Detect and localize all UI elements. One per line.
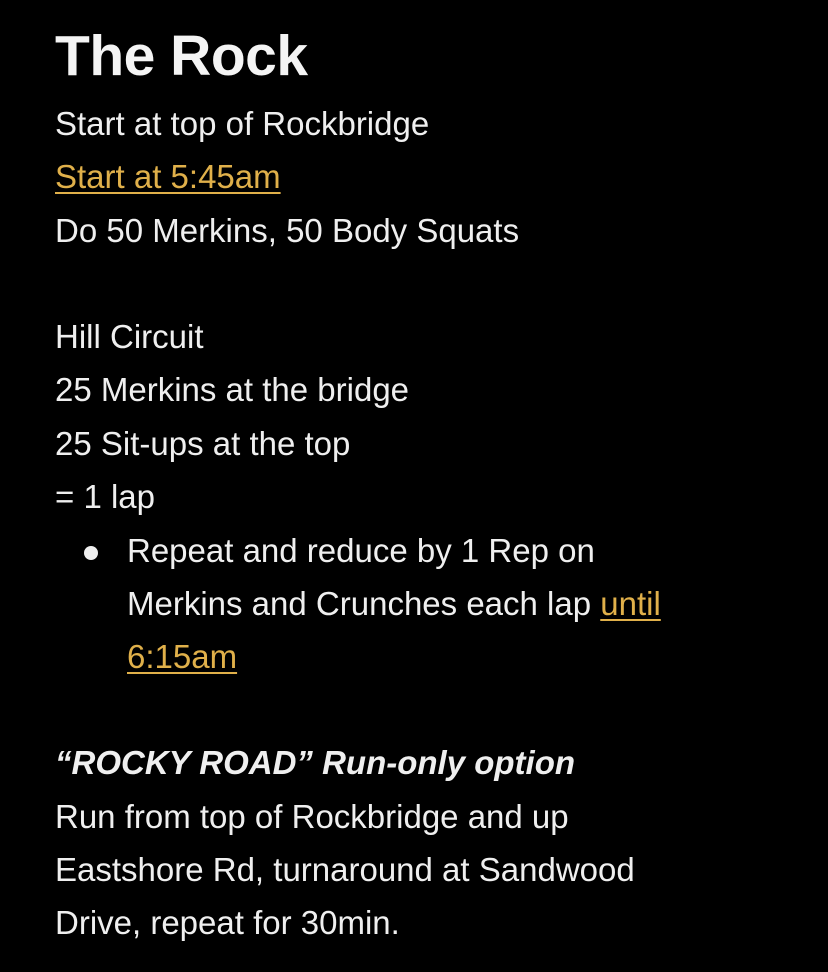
bullet-line-1: Repeat and reduce by 1 Rep on: [127, 532, 595, 569]
run-option-line-2: Eastshore Rd, turnaround at Sandwood: [55, 851, 635, 888]
circuit-lap: = 1 lap: [55, 478, 155, 515]
end-time-link-part-1[interactable]: until: [600, 585, 661, 622]
circuit-heading: Hill Circuit: [55, 318, 204, 355]
note-title: The Rock: [55, 24, 308, 88]
run-option-heading: “ROCKY ROAD” Run-only option: [55, 744, 576, 781]
run-option-line-3: Drive, repeat for 30min.: [55, 904, 400, 941]
end-time-link-part-2[interactable]: 6:15am: [127, 638, 238, 675]
bullet-point-icon: [84, 546, 98, 560]
run-option-line-1: Run from top of Rockbridge and up: [55, 798, 569, 835]
start-time-link[interactable]: Start at 5:45am: [55, 158, 281, 195]
bullet-line-2-text: Merkins and Crunches each lap: [127, 585, 601, 622]
start-location-text: Start at top of Rockbridge: [55, 105, 430, 142]
circuit-step-1: 25 Merkins at the bridge: [55, 371, 410, 408]
bullet-line-2: [127, 584, 661, 624]
circuit-step-2: 25 Sit-ups at the top: [55, 425, 351, 462]
warmup-text: Do 50 Merkins, 50 Body Squats: [55, 212, 520, 249]
